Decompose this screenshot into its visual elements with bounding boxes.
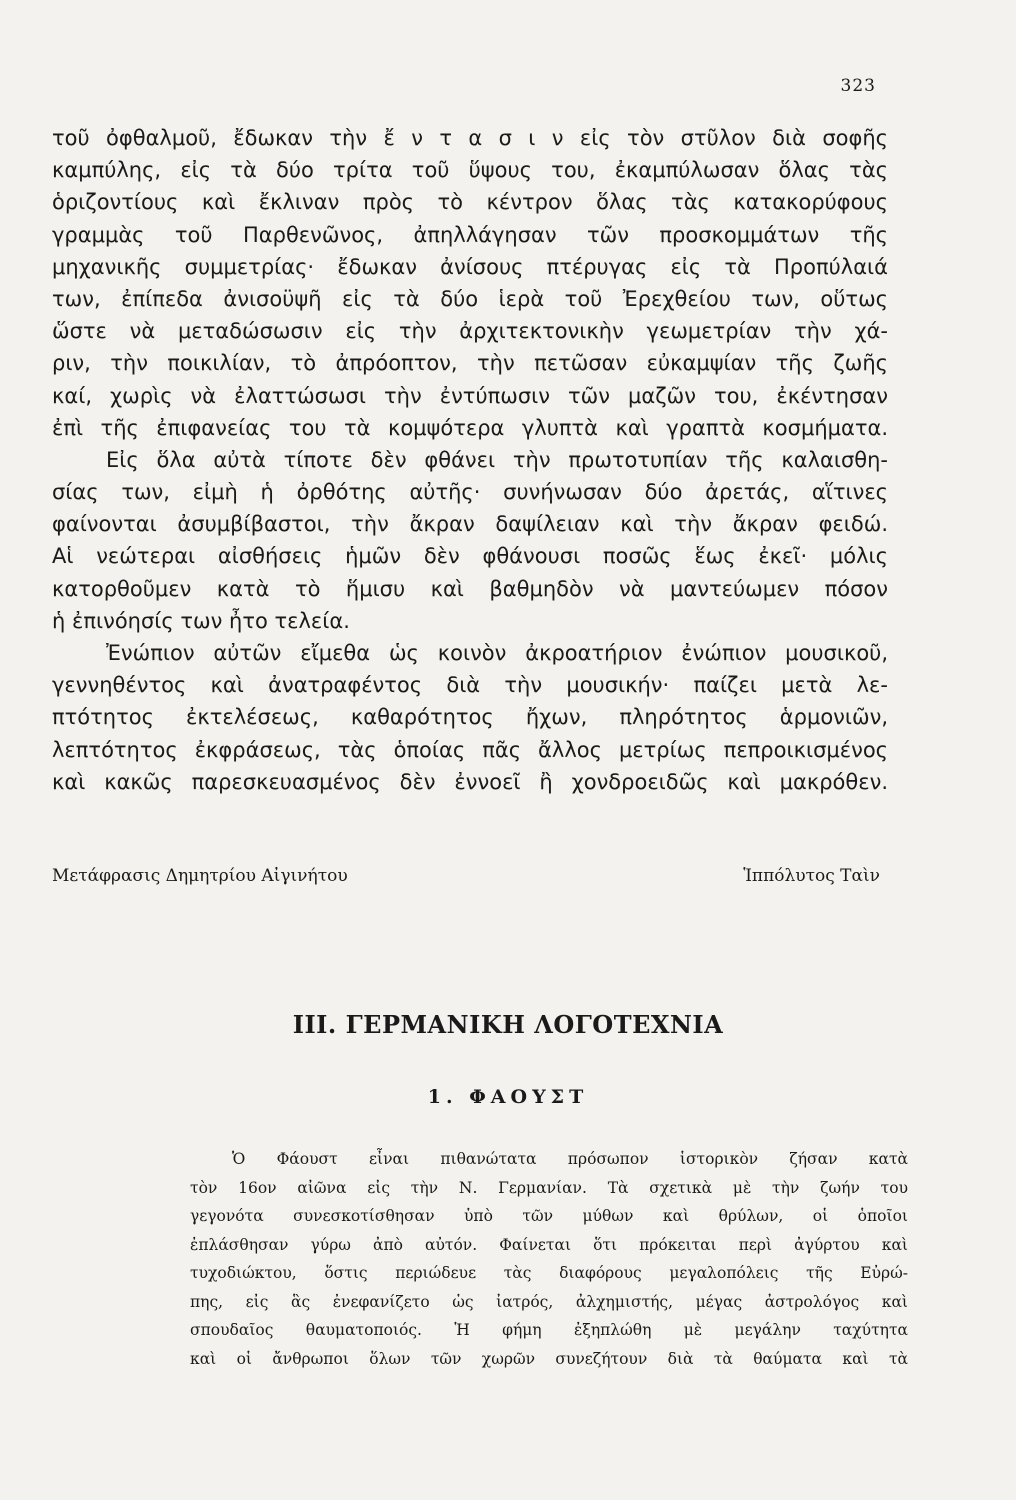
subsection-heading: 1. ΦΑΟΥΣΤ	[427, 1086, 589, 1108]
text-line: τοῦ ὀφθαλμοῦ, ἔδωκαν τὴν ἔ ν τ α σ ι ν εἰς τὸν στῦλον διὰ σοφῆς	[52, 126, 888, 150]
faust-paragraph	[190, 1145, 908, 1373]
text-line: πτότητος ἐκτελέσεως, καθαρότητος ἤχων, πληρότητος ἁρμονιῶν,	[52, 705, 888, 730]
text-line: πης, εἰς ἃς ἐνεφανίζετο ὡς ἰατρός, ἀλχημιστής, μέγας ἀστρολόγος καὶ	[190, 1292, 908, 1311]
text-line: ριν, τὴν ποικιλίαν, τὸ ἀπρόοπτον, τὴν πετῶσαν εὐκαμψίαν τῆς ζωῆς	[52, 351, 888, 376]
page-number: 323	[840, 76, 876, 96]
section-heading: III. ΓΕΡΜΑΝΙΚΗ ΛΟΓΟΤΕΧΝΙΑ	[292, 1010, 724, 1039]
text-line: ὥστε νὰ μεταδώσωσιν εἰς τὴν ἀρχιτεκτονικὴν γεωμετρίαν τὴν χά-	[52, 319, 888, 344]
text-line: ὁριζοντίους καὶ ἔκλιναν πρὸς τὸ κέντρον ὅλας τὰς κατακορύφους	[52, 190, 888, 215]
paragraph-start-line: Ἐνώπιον αὐτῶν εἴμεθα ὡς κοινὸν ἀκροατήριον ἐνώπιον μουσικοῦ,	[106, 641, 888, 665]
text-line: κατορθοῦμεν κατὰ τὸ ἥμισυ καὶ βαθμηδὸν νὰ μαντεύωμεν πόσον	[52, 576, 888, 601]
text-line: σπουδαῖος θαυματοποιός. Ἡ φήμη ἐξηπλώθη μὲ μεγάλην ταχύτητα	[190, 1321, 908, 1339]
text-line: φαίνονται ἀσυμβίβαστοι, τὴν ἄκραν δαψίλειαν καὶ τὴν ἄκραν φειδώ.	[52, 512, 888, 537]
text-line: ἐπὶ τῆς ἐπιφανείας του τὰ κομψότερα γλυπτὰ καὶ γραπτὰ κοσμήματα.	[52, 415, 888, 440]
text-line: καὶ οἱ ἄνθρωποι ὅλων τῶν χωρῶν συνεζήτουν διὰ τὰ θαύματα καὶ τὰ	[190, 1349, 908, 1368]
translator-credit: Μετάφρασις Δημητρίου Αἰγινήτου	[52, 866, 348, 886]
attribution-row	[52, 866, 880, 886]
text-line: τὸν 16ον αἰῶνα εἰς τὴν Ν. Γερμανίαν. Τὰ σχετικὰ μὲ τὴν ζωήν του	[190, 1178, 908, 1197]
text-line: ἐπλάσθησαν γύρω ἀπὸ αὐτόν. Φαίνεται ὅτι πρόκειται περὶ ἀγύρτου καὶ	[190, 1235, 908, 1254]
text-line: καὶ κακῶς παρεσκευασμένος δὲν ἐννοεῖ ἢ χονδροειδῶς καὶ μακρόθεν.	[52, 769, 888, 794]
text-line: Αἱ νεώτεραι αἰσθήσεις ἡμῶν δὲν φθάνουσι ποσῶς ἕως ἐκεῖ· μόλις	[52, 544, 888, 569]
text-line: καμπύλης, εἰς τὰ δύο τρίτα τοῦ ὕψους του, ἐκαμπύλωσαν ὅλας τὰς	[52, 158, 888, 183]
author-credit: Ἱππόλυτος Ταὶν	[743, 866, 880, 886]
text-line: γεγονότα συνεσκοτίσθησαν ὑπὸ τῶν μύθων καὶ θρύλων, οἱ ὁποῖοι	[190, 1207, 908, 1225]
text-line: λεπτότητος ἐκφράσεως, τὰς ὁποίας πᾶς ἄλλος μετρίως πεπροικισμένος	[52, 737, 888, 762]
main-body-text	[52, 122, 888, 798]
text-line: καί, χωρὶς νὰ ἐλαττώσωσι τὴν ἐντύπωσιν τῶν μαζῶν του, ἐκέντησαν	[52, 383, 888, 408]
text-line: σίας των, εἰμὴ ἡ ὀρθότης αὐτῆς· συνήνωσαν δύο ἀρετάς, αἵτινες	[52, 480, 888, 505]
paragraph-start-line: Εἰς ὅλα αὐτὰ τίποτε δὲν φθάνει τὴν πρωτοτυπίαν τῆς καλαισθη-	[106, 447, 888, 472]
paragraph-end-line: ἡ ἐπινόησίς των ἦτο τελεία.	[52, 608, 350, 633]
paragraph-start-line: Ὁ Φάουστ εἶναι πιθανώτατα πρόσωπον ἱστορικὸν ζήσαν κατὰ	[232, 1150, 908, 1168]
text-line: γεννηθέντος καὶ ἀνατραφέντος διὰ τὴν μουσικήν· παίζει μετὰ λε-	[52, 673, 888, 698]
text-line: γραμμὰς τοῦ Παρθενῶνος, ἀπηλλάγησαν τῶν προσκομμάτων τῆς	[52, 222, 888, 247]
text-line: των, ἐπίπεδα ἀνισοϋψῆ εἰς τὰ δύο ἱερὰ τοῦ Ἐρεχθείου των, οὕτως	[52, 286, 888, 311]
text-line: μηχανικῆς συμμετρίας· ἔδωκαν ἀνίσους πτέρυγας εἰς τὰ Προπύλαιά	[52, 254, 888, 279]
text-line: τυχοδιώκτου, ὅστις περιώδευε τὰς διαφόρους μεγαλοπόλεις τῆς Εὐρώ-	[190, 1264, 908, 1282]
